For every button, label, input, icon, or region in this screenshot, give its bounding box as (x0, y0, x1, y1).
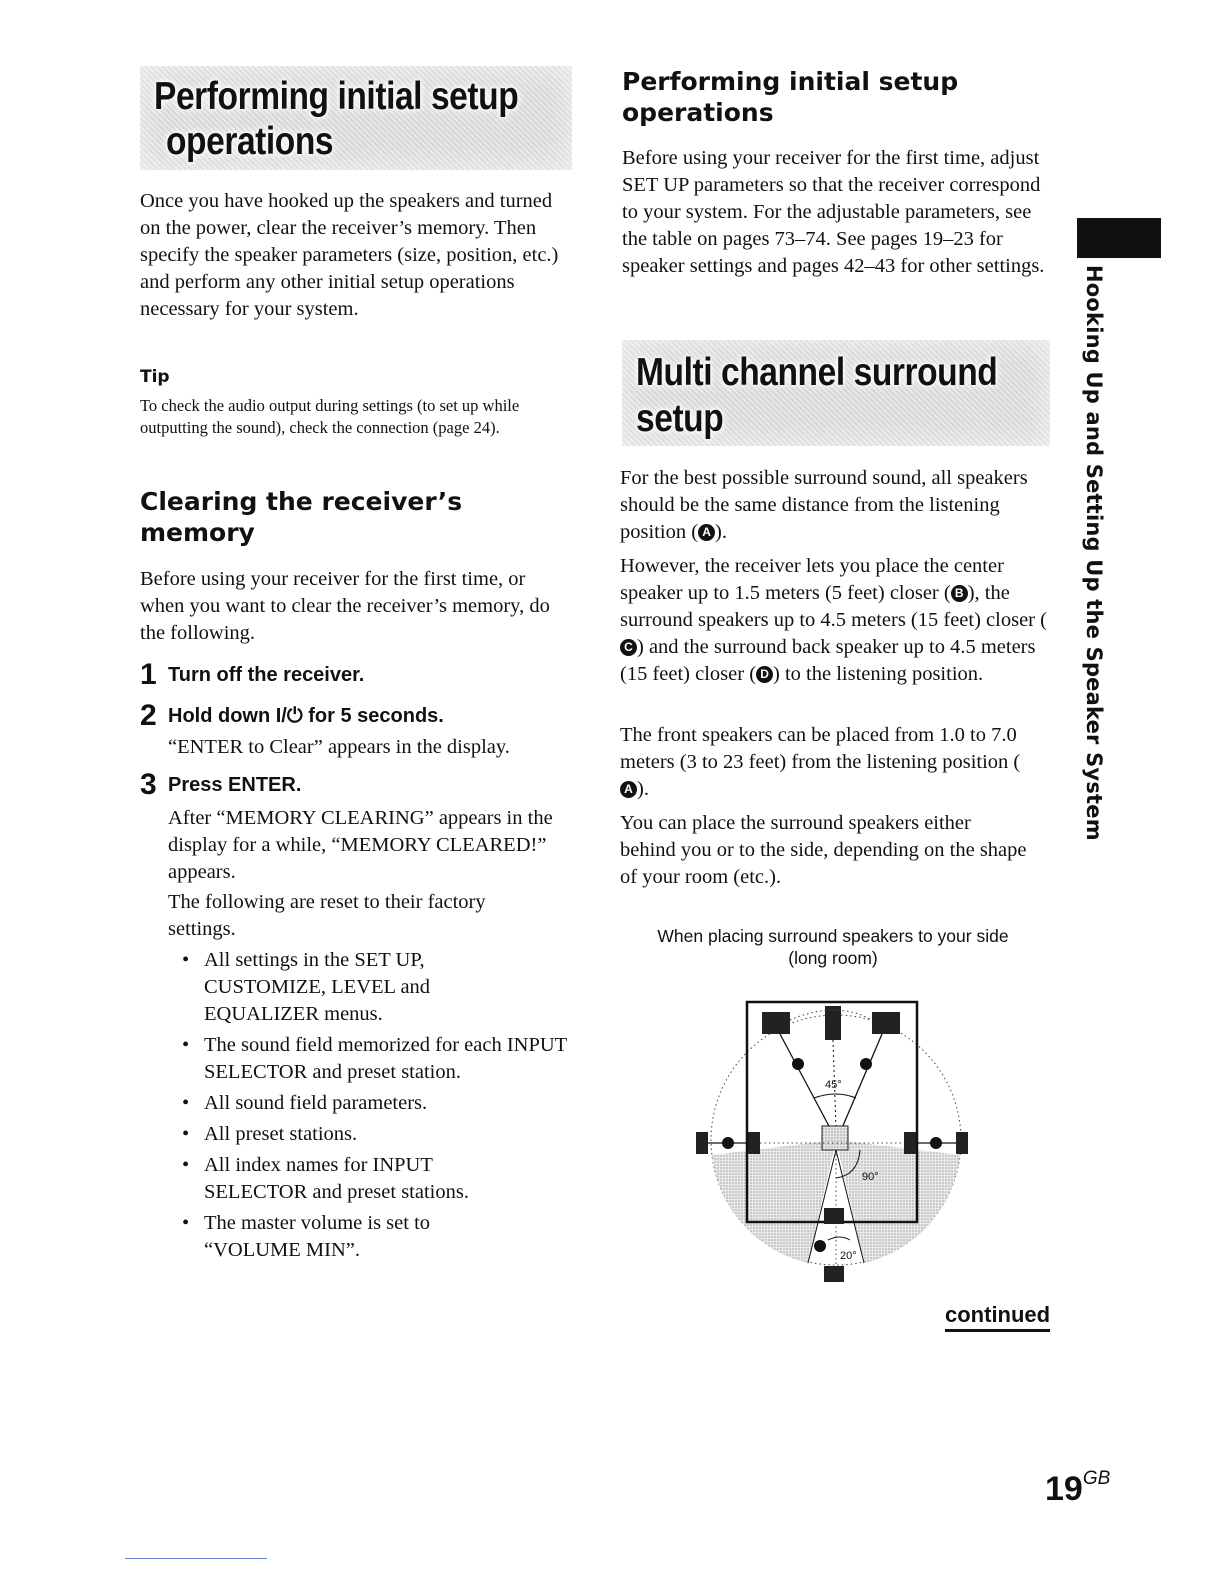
angle-20-arc (828, 1237, 850, 1240)
right-heading-line2: operations (622, 98, 774, 127)
angle-45-label: 45° (825, 1079, 842, 1091)
listener-icon (822, 1126, 848, 1150)
step-1-number: 1 (140, 658, 157, 691)
reset-bullet-list (168, 947, 568, 1264)
section-tab-marker (1077, 218, 1161, 258)
right-heading-line1: Performing initial setup (622, 67, 959, 96)
list-item: • All sound field parameters. (168, 1090, 568, 1117)
right-heading (622, 66, 1052, 128)
marker-a-icon-2: A (620, 781, 637, 798)
marker-b-icon: B (951, 585, 968, 602)
step-1 (140, 658, 365, 691)
tip-text: To check the audio output during settings (to set up while outputting the sound), check the connection (page 24). (140, 396, 520, 437)
step-2-desc: “ENTER to Clear” appears in the display. (168, 736, 510, 758)
continued-label: continued (945, 1302, 1050, 1332)
surround-para-2-c: ) and the surround back speaker up to 4.5 meters (15 feet) closer ( (620, 636, 1036, 685)
side-section-title: Hooking Up and Setting Up the Speaker System (1082, 265, 1106, 841)
marker-d-icon: D (756, 666, 773, 683)
step-3-desc-2: The following are reset to their factory settings. (168, 891, 486, 940)
front-right-line (842, 1034, 882, 1128)
surround-para-1-end: ). (715, 521, 727, 543)
left-banner-line2: operations (166, 120, 334, 163)
center-speaker-icon (825, 1006, 841, 1040)
step-2-number: 2 (140, 699, 157, 732)
front-left-speaker-icon (762, 1012, 790, 1034)
list-item: • All preset stations. (168, 1121, 568, 1148)
right-surround-speaker-icon (904, 1132, 916, 1154)
surround-para-1-text: For the best possible surround sound, all speakers should be the same distance from the listening position ( (620, 467, 1028, 543)
step-3-text: Press ENTER. (168, 774, 302, 796)
back-speaker-inner-icon (824, 1208, 844, 1224)
page-number (1045, 1468, 1110, 1509)
step-3-number: 3 (140, 768, 157, 801)
surround-para-2-b: ), the surround speakers up to 4.5 meters (15 feet) closer ( (620, 582, 1047, 631)
marker-c-right-icon (930, 1137, 942, 1149)
step-2 (140, 699, 444, 732)
clearing-heading-line1: Clearing the receiver’s (140, 487, 463, 516)
clearing-heading-line2: memory (140, 518, 255, 547)
page-number-suffix: GB (1082, 1468, 1111, 1489)
step-1-text: Turn off the receiver. (168, 664, 365, 686)
diagram-caption (600, 925, 1066, 969)
list-item: • All settings in the SET UP, CUSTOMIZE, LEVEL and EQUALIZER menus. (168, 947, 464, 1028)
step-3-desc-1: After “MEMORY CLEARING” appears in the display for a while, “MEMORY CLEARED!” appears. (168, 807, 553, 883)
multichannel-banner-line1: Multi channel surround (636, 351, 998, 394)
angle-20-label: 20° (840, 1250, 857, 1262)
right-surround-outer-icon (956, 1132, 968, 1154)
list-item: • All index names for INPUT SELECTOR and preset stations. (168, 1152, 504, 1206)
tip-label: Tip (140, 367, 170, 387)
surround-para-2 (620, 553, 1050, 688)
surround-para-3-text: The front speakers can be placed from 1.0 to 7.0 meters (3 to 23 feet) from the listening position ( (620, 724, 1021, 773)
front-left-line (780, 1034, 830, 1128)
page-number-value: 19 (1045, 1470, 1083, 1508)
marker-a-right-icon (860, 1058, 872, 1070)
right-para-1: Before using your receiver for the first time, adjust SET UP parameters so that the receiver correspond to your system. For the adjustable parameters, see the table on pages 73–74. See pages 19–23 for speaker settings and pages 42–43 for other settings. (622, 147, 1045, 277)
footer-rule (125, 1558, 267, 1559)
left-banner (140, 66, 572, 170)
left-surround-inner-icon (748, 1132, 760, 1154)
step-2-text: Hold down I/⏻ for 5 seconds. (168, 705, 444, 727)
multichannel-banner (622, 340, 1050, 446)
surround-para-2-a: However, the receiver lets you place the center speaker up to 1.5 meters (5 feet) closer ( (620, 555, 1004, 604)
angle-90-label: 90° (862, 1171, 879, 1183)
surround-para-3-end: ). (637, 778, 649, 800)
surround-para-2-d: ) to the listening position. (773, 663, 984, 685)
right-surround-zone (836, 1140, 960, 1263)
step-3 (140, 768, 302, 801)
diagram-caption-line1: When placing surround speakers to your side (657, 926, 1009, 946)
marker-c-left-icon (722, 1137, 734, 1149)
clearing-heading (140, 486, 570, 548)
surround-para-1 (620, 465, 1045, 546)
marker-a-icon: A (698, 524, 715, 541)
surround-para-4: You can place the surround speakers either behind you or to the side, depending on the shape of your room (etc.). (620, 812, 1027, 888)
front-right-speaker-icon (872, 1012, 900, 1034)
surround-para-3 (620, 722, 1025, 803)
marker-c-icon: C (620, 639, 637, 656)
clearing-intro: Before using your receiver for the first time, or when you want to clear the receiver’s memory, do the following. (140, 568, 550, 644)
speaker-layout-diagram (690, 990, 990, 1290)
multichannel-banner-line2: setup (636, 397, 724, 440)
left-surround-speaker-icon (696, 1132, 708, 1154)
list-item: • The master volume is set to “VOLUME MIN”. (168, 1210, 464, 1264)
left-intro: Once you have hooked up the speakers and turned on the power, clear the receiver’s memory. Then specify the speaker parameters (size, position, etc.) and perform any other initial setup operations necessary for your system. (140, 190, 559, 320)
list-item: • The sound field memorized for each INPUT SELECTOR and preset station. (168, 1032, 568, 1086)
left-banner-line1: Performing initial setup (154, 75, 519, 118)
back-speaker-outer-icon (824, 1266, 844, 1282)
marker-a-left-icon (792, 1058, 804, 1070)
marker-d-icon-diagram (814, 1240, 826, 1252)
diagram-caption-line2: (long room) (788, 948, 878, 968)
